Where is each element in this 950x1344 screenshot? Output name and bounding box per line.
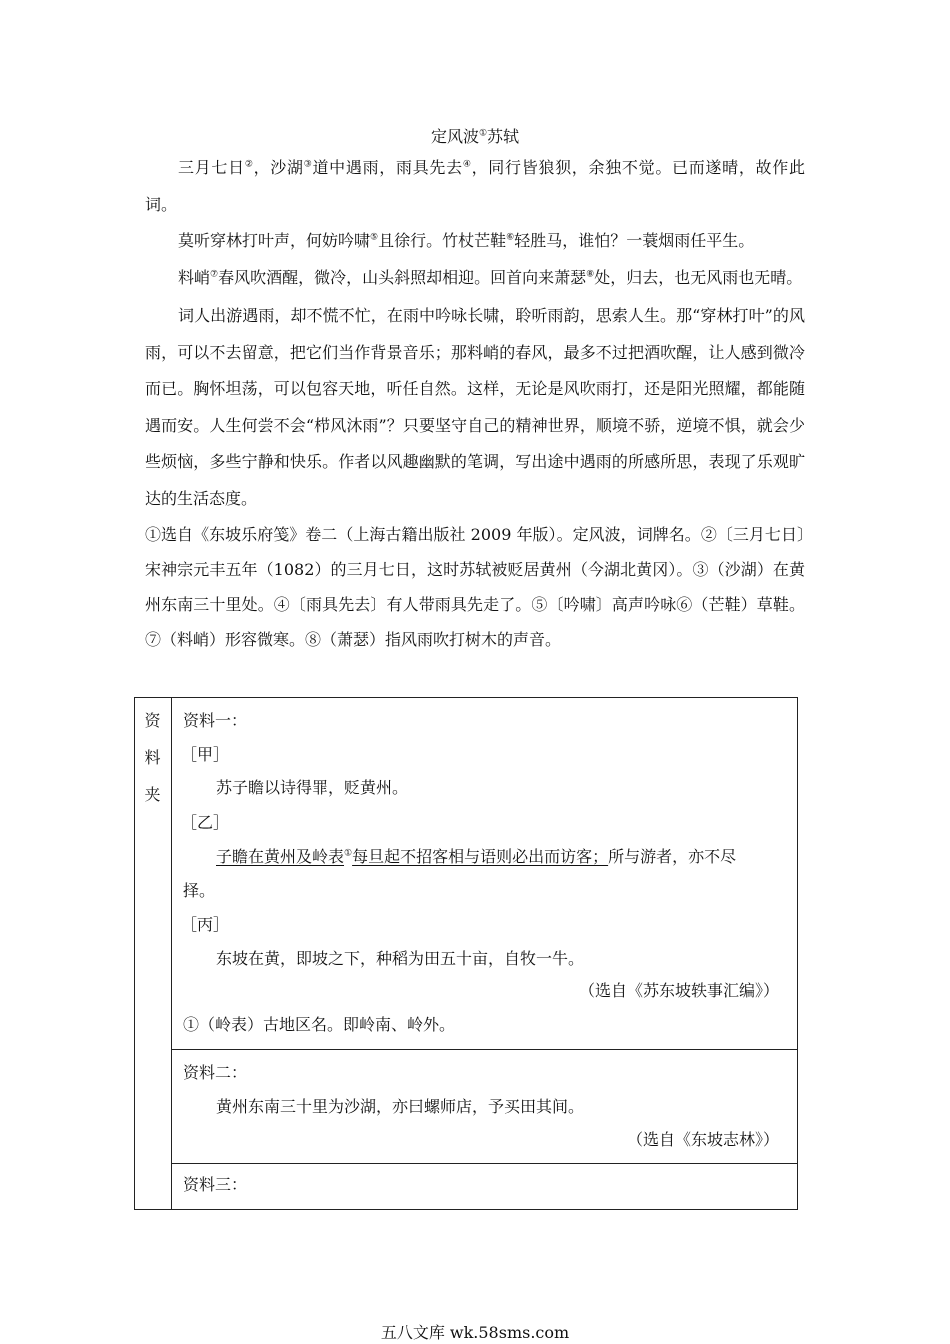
analysis-paragraph: 词人出游遇雨，却不慌不忙，在雨中吟咏长啸，聆听雨韵，思索人生。那“穿林打叶”的风雨，可以不去留意，把它们当作背景音乐；那料峭的春风，最多不过把酒吹醒，让人感到微冷而已。胸怀坦荡，可以包容天地，听任自然。这样，无论是风吹雨打，还是阳光照耀，都能随遇而安。人生何尝不会“栉风沐雨”？只要坚守自己的精神世界，顺境不骄，逆境不惧，就会少些烦恼，多些宁静和快乐。作者以风趣幽默的笔调，写出途中遇雨的所感所思，表现了乐观旷达的生活态度。 (145, 306, 805, 508)
body-text (145, 150, 805, 657)
material-1-heading: 资料一： (183, 711, 248, 730)
label-bing: ［丙］ (181, 915, 230, 934)
poem-stanza-1: 莫听穿林打叶声，何妨吟啸⑤且徐行。竹杖芒鞋⑥轻胜马，谁怕？一蓑烟雨任平生。 (178, 231, 755, 250)
material-folder-table (134, 697, 798, 1210)
label-jia: ［甲］ (181, 745, 230, 764)
poem-stanza-2: 料峭⑦春风吹酒醒，微冷，山头斜照却相迎。回首向来萧瑟⑧处，归去，也无风雨也无晴。 (178, 267, 803, 287)
label-yi: ［乙］ (181, 813, 230, 832)
side-char: 料 (144, 748, 161, 767)
material-3 (172, 1164, 797, 1209)
material-1-footnote: ①（岭表）古地区名。即岭南、岭外。 (183, 1015, 456, 1034)
material-2-source: （选自《东坡志林》） (626, 1130, 779, 1149)
material-2-heading: 资料二： (183, 1063, 248, 1082)
material-2 (172, 1050, 797, 1164)
text-bing: 东坡在黄，即坡之下，种稻为田五十亩，自牧一牛。 (216, 949, 585, 968)
material-2-text: 黄州东南三十里为沙湖，亦曰螺师店，予买田其间。 (216, 1097, 585, 1116)
watermark-footer: 五八文库 wk.58sms.com (380, 1323, 570, 1342)
text-jia: 苏子瞻以诗得罪，贬黄州。 (216, 778, 409, 797)
side-char: 资 (144, 711, 161, 730)
text-yi-cont: 择。 (183, 881, 216, 900)
material-1 (172, 698, 797, 1050)
side-char: 夹 (144, 785, 161, 804)
text-yi: 子瞻在黄州及岭表①每旦起不招客相与语则必出而访客；所与游者，亦不尽 (216, 847, 737, 866)
poem-preface: 三月七日②，沙湖③道中遇雨，雨具先去④，同行皆狼狈，余独不觉。已而遂晴，故作此词。 (145, 158, 805, 214)
material-1-source: （选自《苏东坡轶事汇编》） (578, 981, 779, 1000)
material-3-heading: 资料三： (183, 1175, 248, 1194)
poem-title: 定风波①苏轼 (430, 127, 520, 146)
folder-side-label (135, 698, 172, 1209)
footnotes: ①选自《东坡乐府笺》卷二（上海古籍出版社 2009 年版）。定风波，词牌名。②〔三月七日〕宋神宗元丰五年（1082）的三月七日，这时苏轼被贬居黄州（今湖北黄冈）。③（沙湖）在黄州东南三十里处。④〔雨具先去〕有人带雨具先走了。⑤〔吟啸〕高声吟咏⑥（芒鞋）草鞋。⑦（料峭）形容微寒。⑧（萧瑟）指风雨吹打树木的声音。 (145, 525, 805, 649)
